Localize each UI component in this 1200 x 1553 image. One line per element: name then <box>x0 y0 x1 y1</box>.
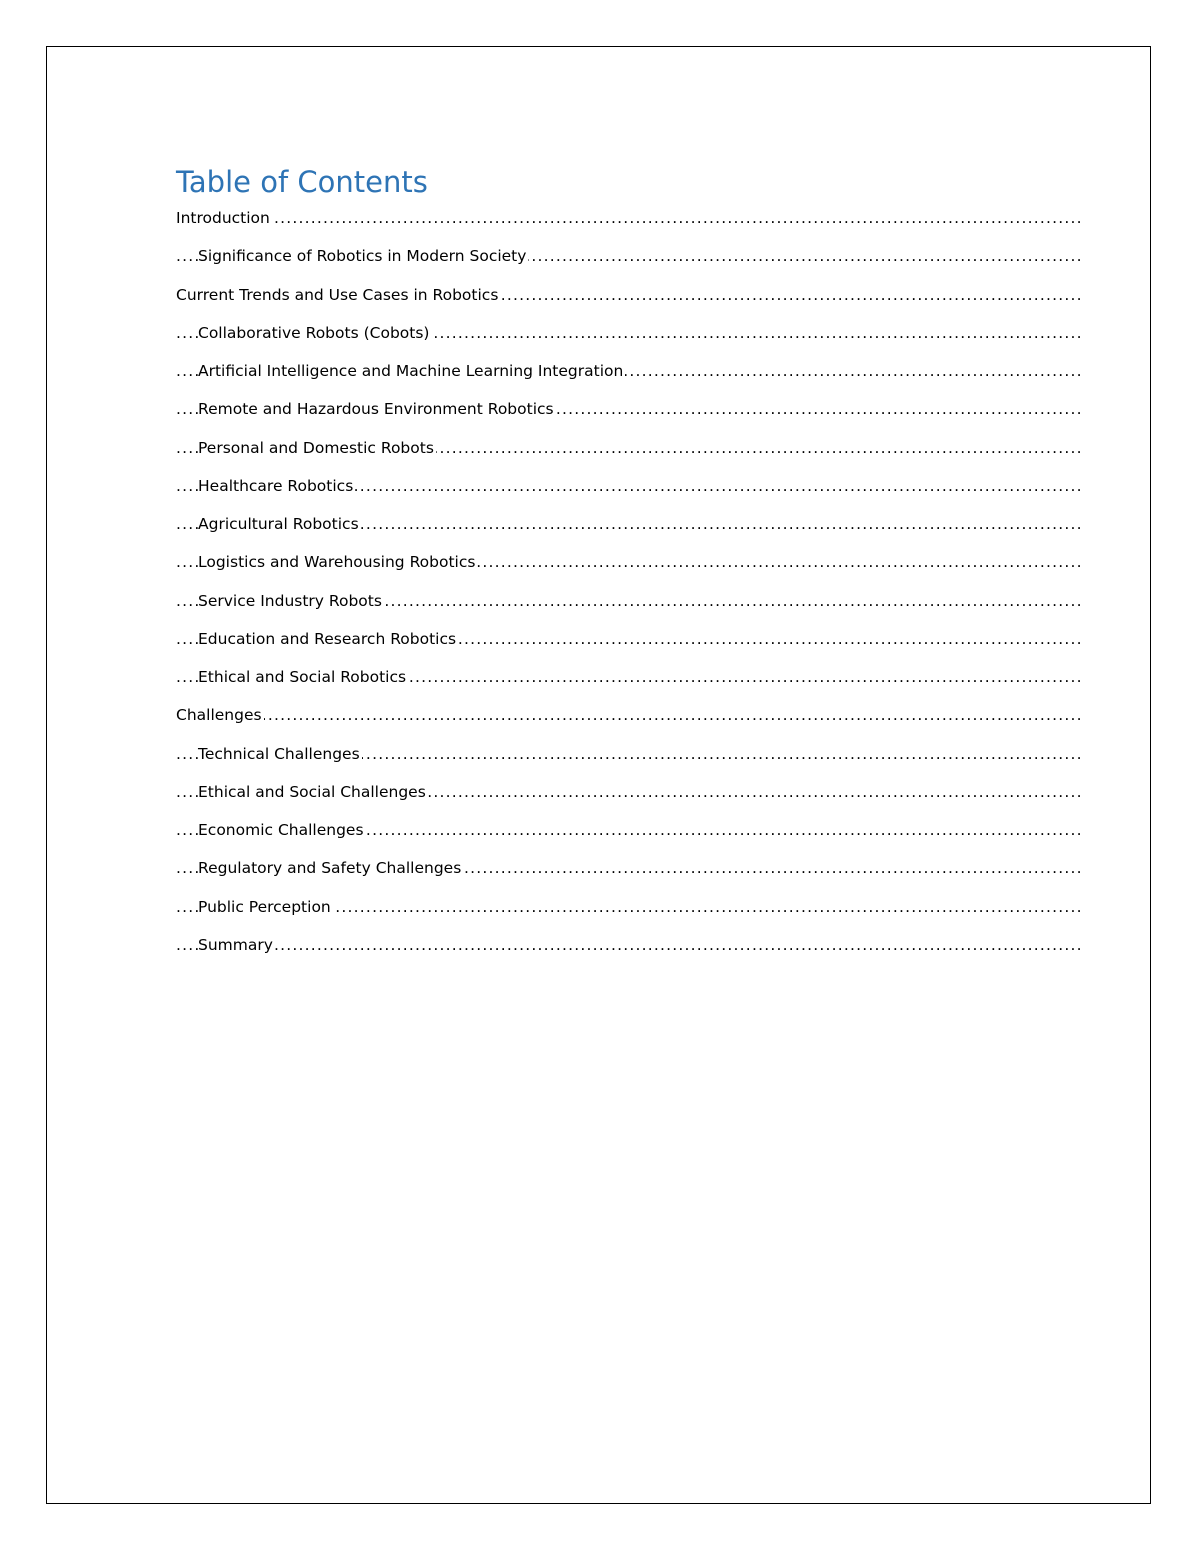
toc-entry[interactable] <box>176 323 1080 361</box>
toc-entry[interactable] <box>176 285 1080 323</box>
toc-entry[interactable] <box>176 591 1080 629</box>
toc-entry[interactable] <box>176 438 1080 476</box>
toc-entry[interactable] <box>176 782 1080 820</box>
toc-entry-label: Logistics and Warehousing Robotics <box>198 553 476 572</box>
toc-entry[interactable] <box>176 897 1080 935</box>
toc-entry[interactable] <box>176 935 1080 973</box>
toc-entry-label: Collaborative Robots (Cobots) <box>198 323 430 342</box>
toc-entry[interactable] <box>176 820 1080 858</box>
toc-entry[interactable] <box>176 514 1080 552</box>
toc-entry-label: Introduction <box>176 209 270 227</box>
dot-leader <box>176 705 1080 725</box>
toc-entry-label: Technical Challenges <box>198 744 360 763</box>
toc-entry-label: Public Perception <box>198 897 331 916</box>
dot-leader <box>176 935 1080 955</box>
toc-entry[interactable] <box>176 744 1080 782</box>
toc-entry[interactable] <box>176 629 1080 667</box>
toc-entry-label: Education and Research Robotics <box>198 629 457 648</box>
table-of-contents <box>176 162 1080 973</box>
toc-entry[interactable] <box>176 476 1080 514</box>
toc-entry[interactable] <box>176 858 1080 896</box>
toc-title: Table of Contents <box>176 165 428 199</box>
toc-entry[interactable] <box>176 246 1080 284</box>
dot-leader <box>176 208 1080 228</box>
toc-entry-label: Current Trends and Use Cases in Robotics <box>176 285 499 304</box>
toc-entry-label: Challenges <box>176 706 262 725</box>
toc-entry-label: Personal and Domestic Robots <box>198 438 434 457</box>
toc-entry-label: Healthcare Robotics <box>198 476 354 495</box>
toc-entry-label: Ethical and Social Challenges <box>198 782 426 801</box>
toc-list <box>176 208 1080 973</box>
toc-entry-label: Regulatory and Safety Challenges <box>198 859 462 878</box>
toc-entry-label: Remote and Hazardous Environment Robotics <box>198 400 554 419</box>
toc-entry-label: Artificial Intelligence and Machine Learning Integration <box>198 362 624 380</box>
toc-entry-label: Summary <box>198 935 273 954</box>
toc-entry-label: Economic Challenges <box>198 821 364 839</box>
toc-entry-label: Agricultural Robotics <box>198 515 359 533</box>
toc-entry[interactable] <box>176 361 1080 399</box>
toc-entry-label: Service Industry Robots <box>198 591 382 610</box>
toc-entry[interactable] <box>176 705 1080 743</box>
toc-entry[interactable] <box>176 667 1080 705</box>
toc-entry[interactable] <box>176 399 1080 437</box>
toc-entry[interactable] <box>176 208 1080 246</box>
toc-entry[interactable] <box>176 552 1080 590</box>
toc-entry-label: Significance of Robotics in Modern Society <box>198 247 527 266</box>
toc-entry-label: Ethical and Social Robotics <box>198 668 407 686</box>
